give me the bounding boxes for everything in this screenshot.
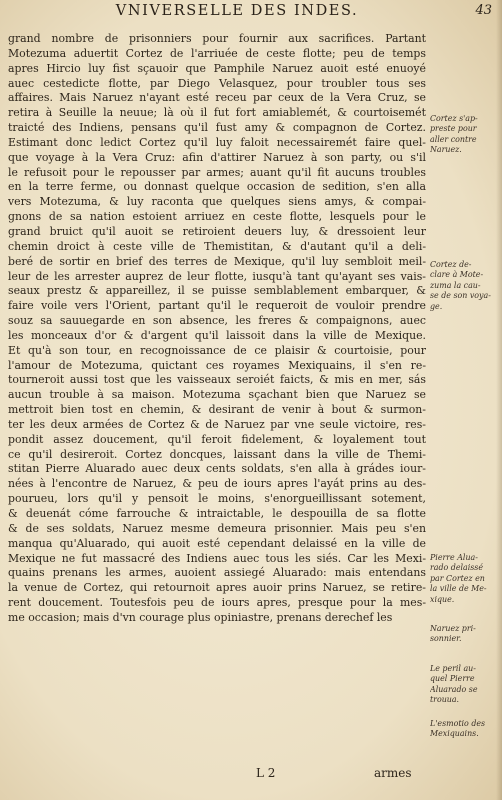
text-line: ce qu'il desireroit. Cortez doncques, laissant dans la ville de Themi- xyxy=(8,447,426,461)
margin-note-line: Naruez. xyxy=(430,145,462,155)
text-line: le refusoit pour le repousser par armes; auant qu'il fit aucuns troubles xyxy=(8,165,426,179)
margin-note-line: Le peril au- xyxy=(430,664,476,673)
text-line: grand bruict qu'il auoit se retiroient deuers luy, & dressoient leur xyxy=(8,224,426,238)
text-line: leur de les arrester auprez de leur flotte, iusqu'à tant qu'ayant ses vais- xyxy=(8,269,426,283)
margin-note-line: xique. xyxy=(430,594,455,604)
text-line: apres Hircio luy fist sçauoir que Pamphile Naruez auoit esté enuoyé xyxy=(8,61,426,75)
margin-note-line: trouua. xyxy=(430,695,460,705)
text-line: mettroit bien tost en chemin, & desirant de venir à bout & surmon- xyxy=(8,403,426,417)
text-line: faire voile vers l'Orient, partant qu'il le requeroit de vouloir prendre xyxy=(8,299,426,313)
margin-note-line: Aluarado se xyxy=(430,684,478,694)
signature-mark: L 2 xyxy=(256,766,276,780)
margin-note-naruez-prisonnier xyxy=(430,624,502,645)
margin-note-peril-aluarado xyxy=(430,664,502,706)
text-line: aucun trouble à sa maison. Motezuma sçachant bien que Naruez se xyxy=(8,388,426,402)
text-line: pourueu, lors qu'il y pensoit le moins, s'enorgueillissant sotement, xyxy=(8,492,426,506)
text-line: Et qu'à son tour, en recognoissance de ce plaisir & courtoisie, pour xyxy=(8,343,426,357)
margin-note-cortez-sapprestre xyxy=(430,114,502,156)
text-line: affaires. Mais Naruez n'ayant esté receu par ceux de la Vera Cruz, se xyxy=(8,91,426,105)
text-line: gnons de sa nation estoient arriuez en ceste flotte, lesquels pour le xyxy=(8,210,426,224)
margin-note-line: clare à Mote- xyxy=(430,270,484,280)
text-line: stitan Pierre Aluarado auec deux cents soldats, s'en alla à grádes iour- xyxy=(8,462,426,476)
text-line: les monceaux d'or & d'argent qu'il laissoit dans la ville de Mexique. xyxy=(8,328,426,342)
text-line: Mexique ne fut massacré des Indiens auec tous les siés. Car les Mexi- xyxy=(8,551,426,565)
running-head: VNIVERSELLE DES INDES. xyxy=(115,3,359,19)
text-line: nées à l'encontre de Naruez, & peu de iours apres l'ayát prins au des- xyxy=(8,477,426,491)
margin-note-line: rado delaissé xyxy=(430,563,484,573)
margin-note-line: zuma la cau- xyxy=(430,280,481,290)
text-line: traicté des Indiens, pensans qu'il fust amy & compagnon de Cortez. xyxy=(8,121,426,135)
text-line: retira à Seuille la neuue; là où il fut fort amiablemét, & courtoisemét xyxy=(8,106,426,120)
margin-note-line: sonnier. xyxy=(430,634,462,644)
margin-note-line: preste pour xyxy=(430,124,477,134)
text-line: vers Motezuma, & luy raconta que quelques siens amys, & compai- xyxy=(8,195,426,209)
margin-note-line: Cortez de- xyxy=(430,260,472,269)
text-line: ter les deux armées de Cortez & de Naruez par vne seule victoire, res- xyxy=(8,417,426,431)
margin-note-cortez-declare xyxy=(430,260,502,312)
margin-note-line: se de son voya- xyxy=(430,291,491,301)
margin-note-line: L'esmotio des xyxy=(430,719,486,728)
margin-note-line: quel Pierre xyxy=(430,674,475,684)
text-line: souz sa sauuegarde en son absence, les freres & compaignons, auec xyxy=(8,314,426,328)
margin-note-line: aller contre xyxy=(430,134,477,144)
margin-note-line: Mexiquains. xyxy=(430,729,479,739)
text-line: chemin droict à ceste ville de Themistitan, & d'autant qu'il a deli- xyxy=(8,239,426,253)
margin-note-pierre-aluarado xyxy=(430,553,502,605)
text-line: me occasion; mais d'vn courage plus opiniastre, prenans derechef les xyxy=(8,610,393,624)
text-line: rent doucement. Toutesfois peu de iours apres, presque pour la mes- xyxy=(8,596,426,610)
text-line: grand nombre de prisonniers pour fournir aux sacrifices. Partant xyxy=(8,32,426,45)
text-line: la venue de Cortez, qui retournoit apres auoir prins Naruez, se retire- xyxy=(8,581,426,595)
margin-note-line: ge. xyxy=(430,301,443,311)
page-footer xyxy=(0,766,502,786)
text-line: manqua qu'Aluarado, qui auoit esté cependant delaissé en la ville de xyxy=(8,536,426,550)
margin-note-line: Pierre Alua- xyxy=(430,553,478,562)
margin-note-esmotio xyxy=(430,719,502,740)
text-line: seaux prestz & appareillez, il se puisse semblablement embarquer, & xyxy=(8,284,426,298)
page-number: 43 xyxy=(475,3,492,18)
margin-note-line: Naruez pri- xyxy=(430,624,476,633)
text-line: Motezuma aduertit Cortez de l'arriuée de ceste flotte; peu de temps xyxy=(8,46,426,60)
text-line: Estimant donc ledict Cortez qu'il luy faloit necessairemét faire quel- xyxy=(8,135,426,149)
page-edge-shadow xyxy=(496,0,502,800)
catchword: armes xyxy=(374,766,412,780)
text-line: auec cestedicte flotte, par Diego Velasquez, pour troubler tous ses xyxy=(8,76,426,90)
text-line: tourneroit aussi tost que les vaisseaux seroiét faicts, & mis en mer, sás xyxy=(8,373,426,387)
text-line: en la terre ferme, ou donnast quelque occasion de sedition, s'en alla xyxy=(8,180,426,194)
text-line: & de ses soldats, Naruez mesme demeura prisonnier. Mais peu s'en xyxy=(8,521,426,535)
text-line: beré de sortir en brief des terres de Mexique, qu'il luy sembloit meil- xyxy=(8,254,426,268)
margin-note-line: Cortez s'ap- xyxy=(430,114,478,123)
text-line: quains prenans les armes, auoient assiegé Aluarado: mais entendans xyxy=(8,566,426,580)
main-text-block xyxy=(8,32,426,626)
margin-note-line: la ville de Me- xyxy=(430,584,487,594)
text-line: l'amour de Motezuma, quictant ces royames Mexiquains, il s'en re- xyxy=(8,358,426,372)
text-line: & deuenát cóme farrouche & intraictable, le despouilla de sa flotte xyxy=(8,507,426,520)
text-line: que voyage à la Vera Cruz: afin d'attirer Naruez à son party, ou s'il xyxy=(8,150,426,164)
margin-note-line: par Cortez en xyxy=(430,573,485,583)
text-line: pondit assez doucement, qu'il feroit fidelement, & loyalement tout xyxy=(8,432,426,446)
